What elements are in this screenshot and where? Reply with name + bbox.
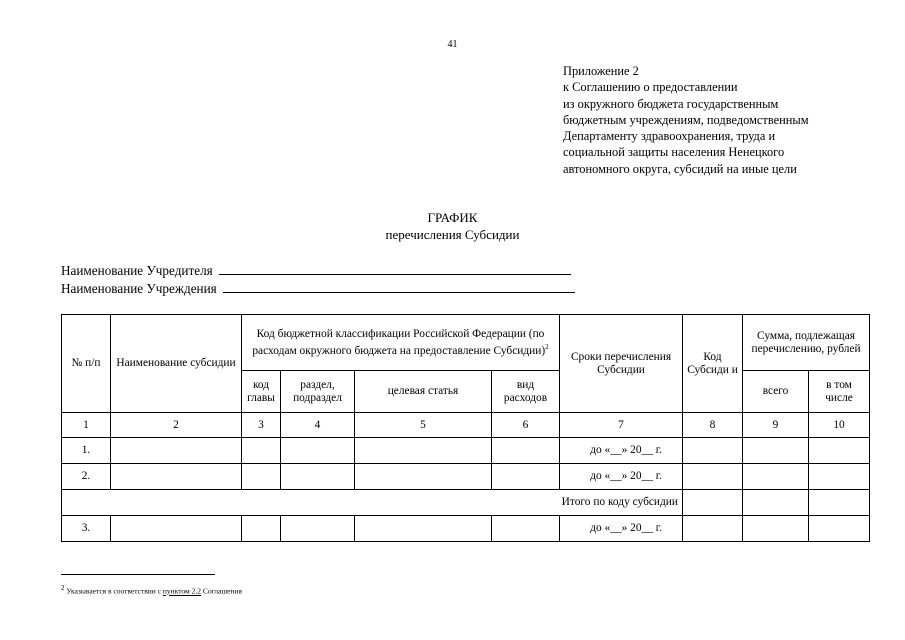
- document-heading: [0, 209, 905, 243]
- column-number: 10: [809, 413, 870, 438]
- empty-cell[interactable]: [492, 438, 560, 464]
- column-number: 9: [743, 413, 809, 438]
- header-bk-code-text: Код бюджетной классификации Российской Федерации (по расходам окружного бюджета на предоставление Субсидии): [252, 327, 546, 357]
- table-row: [62, 516, 870, 542]
- header-bk-code: [242, 315, 560, 371]
- empty-cell[interactable]: [809, 464, 870, 490]
- appendix-reference: [563, 63, 809, 177]
- header-subsidy-name: Наименование субсидии: [111, 315, 242, 413]
- empty-cell[interactable]: [355, 464, 492, 490]
- empty-cell[interactable]: [743, 438, 809, 464]
- institution-blank-line[interactable]: [223, 280, 575, 293]
- appendix-line: автономного округа, субсидий на иные цели: [563, 161, 797, 176]
- footnote-text: Указывается в соответствии с: [64, 586, 163, 596]
- empty-cell[interactable]: [683, 490, 743, 516]
- empty-cell[interactable]: [111, 438, 242, 464]
- header-expense-type: вид расходов: [492, 371, 560, 413]
- transfer-schedule-table: [61, 314, 870, 542]
- empty-cell[interactable]: [242, 516, 281, 542]
- footnote-mark: 2: [545, 342, 549, 351]
- column-number: 2: [111, 413, 242, 438]
- header-deadlines: Сроки перечисления Субсидии: [560, 315, 683, 413]
- empty-cell[interactable]: [281, 464, 355, 490]
- empty-cell[interactable]: [355, 516, 492, 542]
- empty-cell[interactable]: [683, 438, 743, 464]
- appendix-line: к Соглашению о предоставлении: [563, 80, 738, 95]
- header-including: в том числе: [809, 371, 870, 413]
- footnote-mark: 2: [61, 584, 65, 592]
- empty-cell[interactable]: [492, 464, 560, 490]
- row-deadline: до «__» 20__ г.: [560, 516, 683, 542]
- empty-cell[interactable]: [111, 464, 242, 490]
- subtotal-label: Итого по коду субсидии: [62, 490, 683, 516]
- empty-cell[interactable]: [683, 516, 743, 542]
- header-section: раздел, подраздел: [281, 371, 355, 413]
- empty-cell[interactable]: [355, 438, 492, 464]
- founder-field: [61, 262, 575, 280]
- header-num: № п/п: [62, 315, 111, 413]
- empty-cell[interactable]: [743, 516, 809, 542]
- empty-cell[interactable]: [281, 516, 355, 542]
- column-numbers-row: [62, 413, 870, 438]
- empty-cell[interactable]: [281, 438, 355, 464]
- footnote-text: Соглашения: [201, 586, 242, 596]
- footnote-link[interactable]: пунктом 2.2: [162, 586, 201, 596]
- header-row-1: [62, 315, 870, 371]
- appendix-line: социальной защиты населения Ненецкого: [563, 145, 785, 160]
- column-number: 1: [62, 413, 111, 438]
- empty-cell[interactable]: [111, 516, 242, 542]
- header-head-code: код главы: [242, 371, 281, 413]
- empty-cell[interactable]: [743, 490, 809, 516]
- header-total: всего: [743, 371, 809, 413]
- empty-cell[interactable]: [809, 516, 870, 542]
- appendix-line: Департаменту здравоохранения, труда и: [563, 129, 776, 144]
- appendix-line: из окружного бюджета государственным: [563, 96, 779, 111]
- column-number: 8: [683, 413, 743, 438]
- founder-label: Наименование Учредителя: [61, 263, 213, 278]
- header-amount: Сумма, подлежащая перечислению, рублей: [743, 315, 870, 371]
- subtotal-row: [62, 490, 870, 516]
- empty-cell[interactable]: [242, 464, 281, 490]
- empty-cell[interactable]: [492, 516, 560, 542]
- row-num: 2.: [62, 464, 111, 490]
- header-subsidy-code: Код Субсиди и: [683, 315, 743, 413]
- column-number: 4: [281, 413, 355, 438]
- empty-cell[interactable]: [242, 438, 281, 464]
- row-num: 1.: [62, 438, 111, 464]
- row-deadline: до «__» 20__ г.: [560, 438, 683, 464]
- column-number: 6: [492, 413, 560, 438]
- header-target: целевая статья: [355, 371, 492, 413]
- document-subtitle: перечисления Субсидии: [385, 227, 520, 242]
- row-deadline: до «__» 20__ г.: [560, 464, 683, 490]
- institution-field: [61, 280, 575, 298]
- column-number: 7: [560, 413, 683, 438]
- page-number: 41: [447, 39, 458, 50]
- empty-cell[interactable]: [743, 464, 809, 490]
- institution-label: Наименование Учреждения: [61, 280, 217, 296]
- empty-cell[interactable]: [809, 438, 870, 464]
- footnote-separator: [61, 574, 215, 575]
- appendix-line: Приложение 2: [563, 64, 639, 78]
- empty-cell[interactable]: [809, 490, 870, 516]
- column-number: 5: [355, 413, 492, 438]
- founder-blank-line[interactable]: [219, 262, 571, 275]
- name-fields: [61, 262, 575, 297]
- table-row: [62, 438, 870, 464]
- footnote: [61, 584, 242, 596]
- document-title: ГРАФИК: [427, 210, 478, 225]
- row-num: 3.: [62, 516, 111, 542]
- column-number: 3: [242, 413, 281, 438]
- appendix-line: бюджетным учреждениям, подведомственным: [563, 112, 809, 127]
- table-row: [62, 464, 870, 490]
- empty-cell[interactable]: [683, 464, 743, 490]
